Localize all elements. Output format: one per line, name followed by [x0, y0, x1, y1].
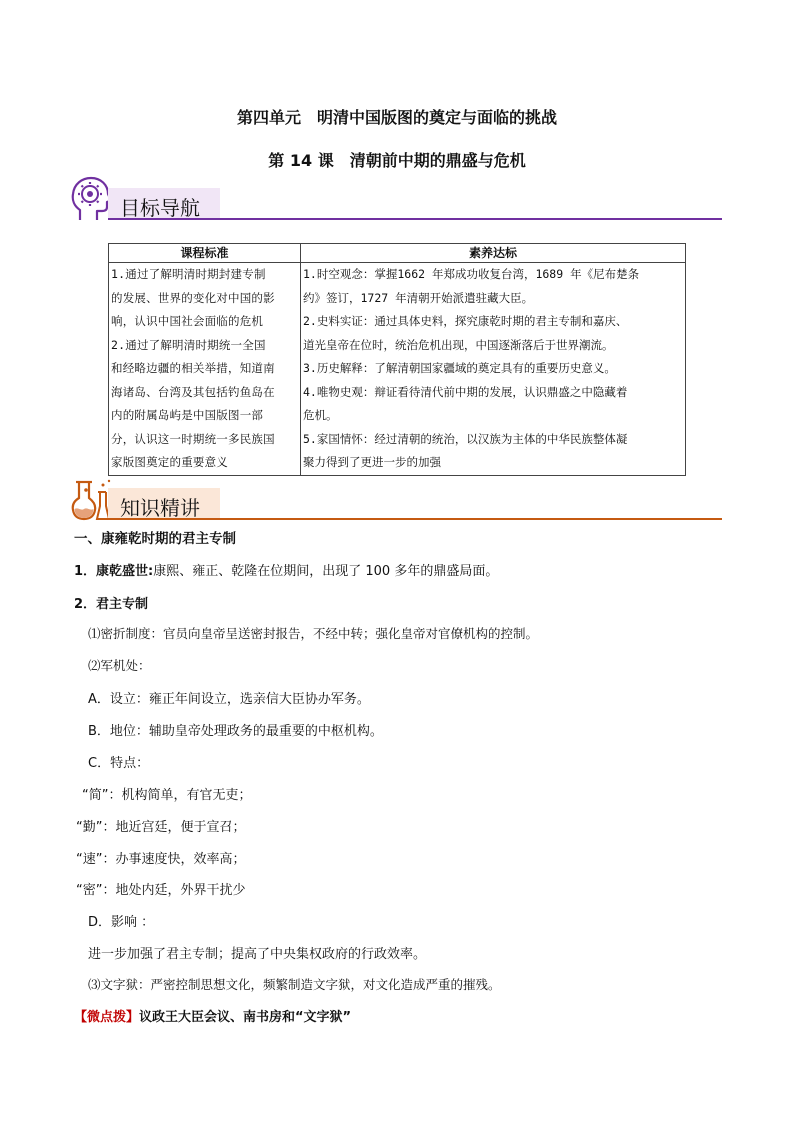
literacy-line: 4.唯物史观：辩证看待清代前中期的发展，认识鼎盛之中隐藏着: [303, 384, 628, 399]
literacy-line: 1.时空观念：掌握1662 年郑成功收复台湾，1689 年《尼布楚条: [303, 267, 640, 281]
feature-secret: “密”：地处内廷，外界干扰少: [76, 883, 246, 898]
paragraph-kangqian: [74, 560, 498, 579]
standard-line: 2.通过了解明清时期统一全国: [111, 337, 266, 352]
paragraph-status: B．地位：辅助皇帝处理政务的最重要的中枢机构。: [88, 724, 383, 739]
standard-line: 家版图奠定的重要意义: [111, 455, 228, 469]
knowledge-banner-title: 知识精讲: [120, 496, 200, 520]
goals-banner-title: 目标导航: [120, 196, 200, 220]
paragraph-label: 1．康乾盛世:: [74, 564, 154, 579]
goals-cell-literacy: [301, 263, 686, 476]
paragraph-literary-inquisition: ⑶文字狱：严密控制思想文化，频繁制造文字狱，对文化造成严重的摧残。: [88, 977, 501, 992]
goals-cell-standard: [109, 263, 301, 476]
paragraph-secret-memorial: ⑴密折制度：官员向皇帝呈送密封报告，不经中转；强化皇帝对官僚机构的控制。: [88, 626, 539, 641]
standard-line: 和经略边疆的相关举措，知道南: [111, 361, 275, 375]
goals-table: [108, 243, 686, 476]
lesson-title: 第 14 课 清朝前中期的鼎盛与危机: [268, 151, 526, 170]
goals-header-literacy: 素养达标: [301, 244, 686, 263]
unit-title: 第四单元 明清中国版图的奠定与面临的挑战: [236, 108, 557, 127]
paragraph-text: 康熙、雍正、乾隆在位期间，出现了 100 多年的鼎盛局面。: [153, 564, 499, 579]
section-heading: 一、康雍乾时期的君主专制: [74, 531, 236, 547]
literacy-line: 约》签订，1727 年清朝开始派遣驻藏大臣。: [303, 290, 534, 305]
literacy-line: 3.历史解释：了解清朝国家疆域的奠定具有的重要历史意义。: [303, 361, 616, 375]
standard-line: 1.通过了解明清时期封建专制: [111, 267, 266, 281]
standard-line: 海诸岛、台湾及其包括钓鱼岛在: [111, 384, 275, 399]
literacy-line: 2.史料实证：通过具体史料，探究康乾时期的君主专制和嘉庆、: [303, 314, 628, 328]
standard-line: 的发展、世界的变化对中国的影: [111, 290, 275, 305]
goals-banner: [70, 176, 722, 222]
knowledge-banner-rule: [108, 518, 722, 520]
feature-simple: “简”：机构简单，有官无吏；: [82, 788, 252, 803]
standard-line: 分，认识这一时期统一多民族国: [111, 431, 275, 446]
tip-text: 议政王大臣会议、南书房和“文字狱”: [139, 1010, 352, 1025]
goals-header-standard: 课程标准: [109, 244, 301, 263]
literacy-line: 危机。: [303, 408, 338, 422]
literacy-line: 聚力得到了更进一步的加强: [303, 455, 441, 469]
goals-banner-rule: [108, 218, 722, 220]
tip-paragraph: [74, 1006, 351, 1025]
paragraph-grand-council: ⑵军机处：: [88, 658, 151, 673]
standard-line: 内的附属岛屿是中国版图一部: [111, 408, 264, 422]
paragraph-influence-text: 进一步加强了君主专制；提高了中央集权政府的行政效率。: [88, 947, 427, 962]
paragraph-features: C．特点：: [88, 756, 150, 771]
head-gear-icon: [70, 176, 112, 222]
knowledge-banner: [70, 476, 722, 522]
feature-fast: “速”：办事速度快，效率高；: [76, 852, 246, 867]
paragraph-establish: A．设立：雍正年间设立，选亲信大臣协办军务。: [88, 692, 370, 707]
literacy-line: 道光皇帝在位时，统治危机出现，中国逐渐落后于世界潮流。: [303, 337, 614, 352]
paragraph-autocracy: 2．君主专制: [74, 597, 149, 612]
feature-diligent: “勤”：地近宫廷，便于宣召；: [76, 820, 246, 835]
standard-line: 响，认识中国社会面临的危机: [111, 314, 264, 328]
literacy-line: 5.家国情怀：经过清朝的统治，以汉族为主体的中华民族整体凝: [303, 431, 628, 446]
paragraph-influence: D．影响 ：: [88, 915, 155, 930]
tip-label: 【微点拨】: [74, 1010, 140, 1025]
